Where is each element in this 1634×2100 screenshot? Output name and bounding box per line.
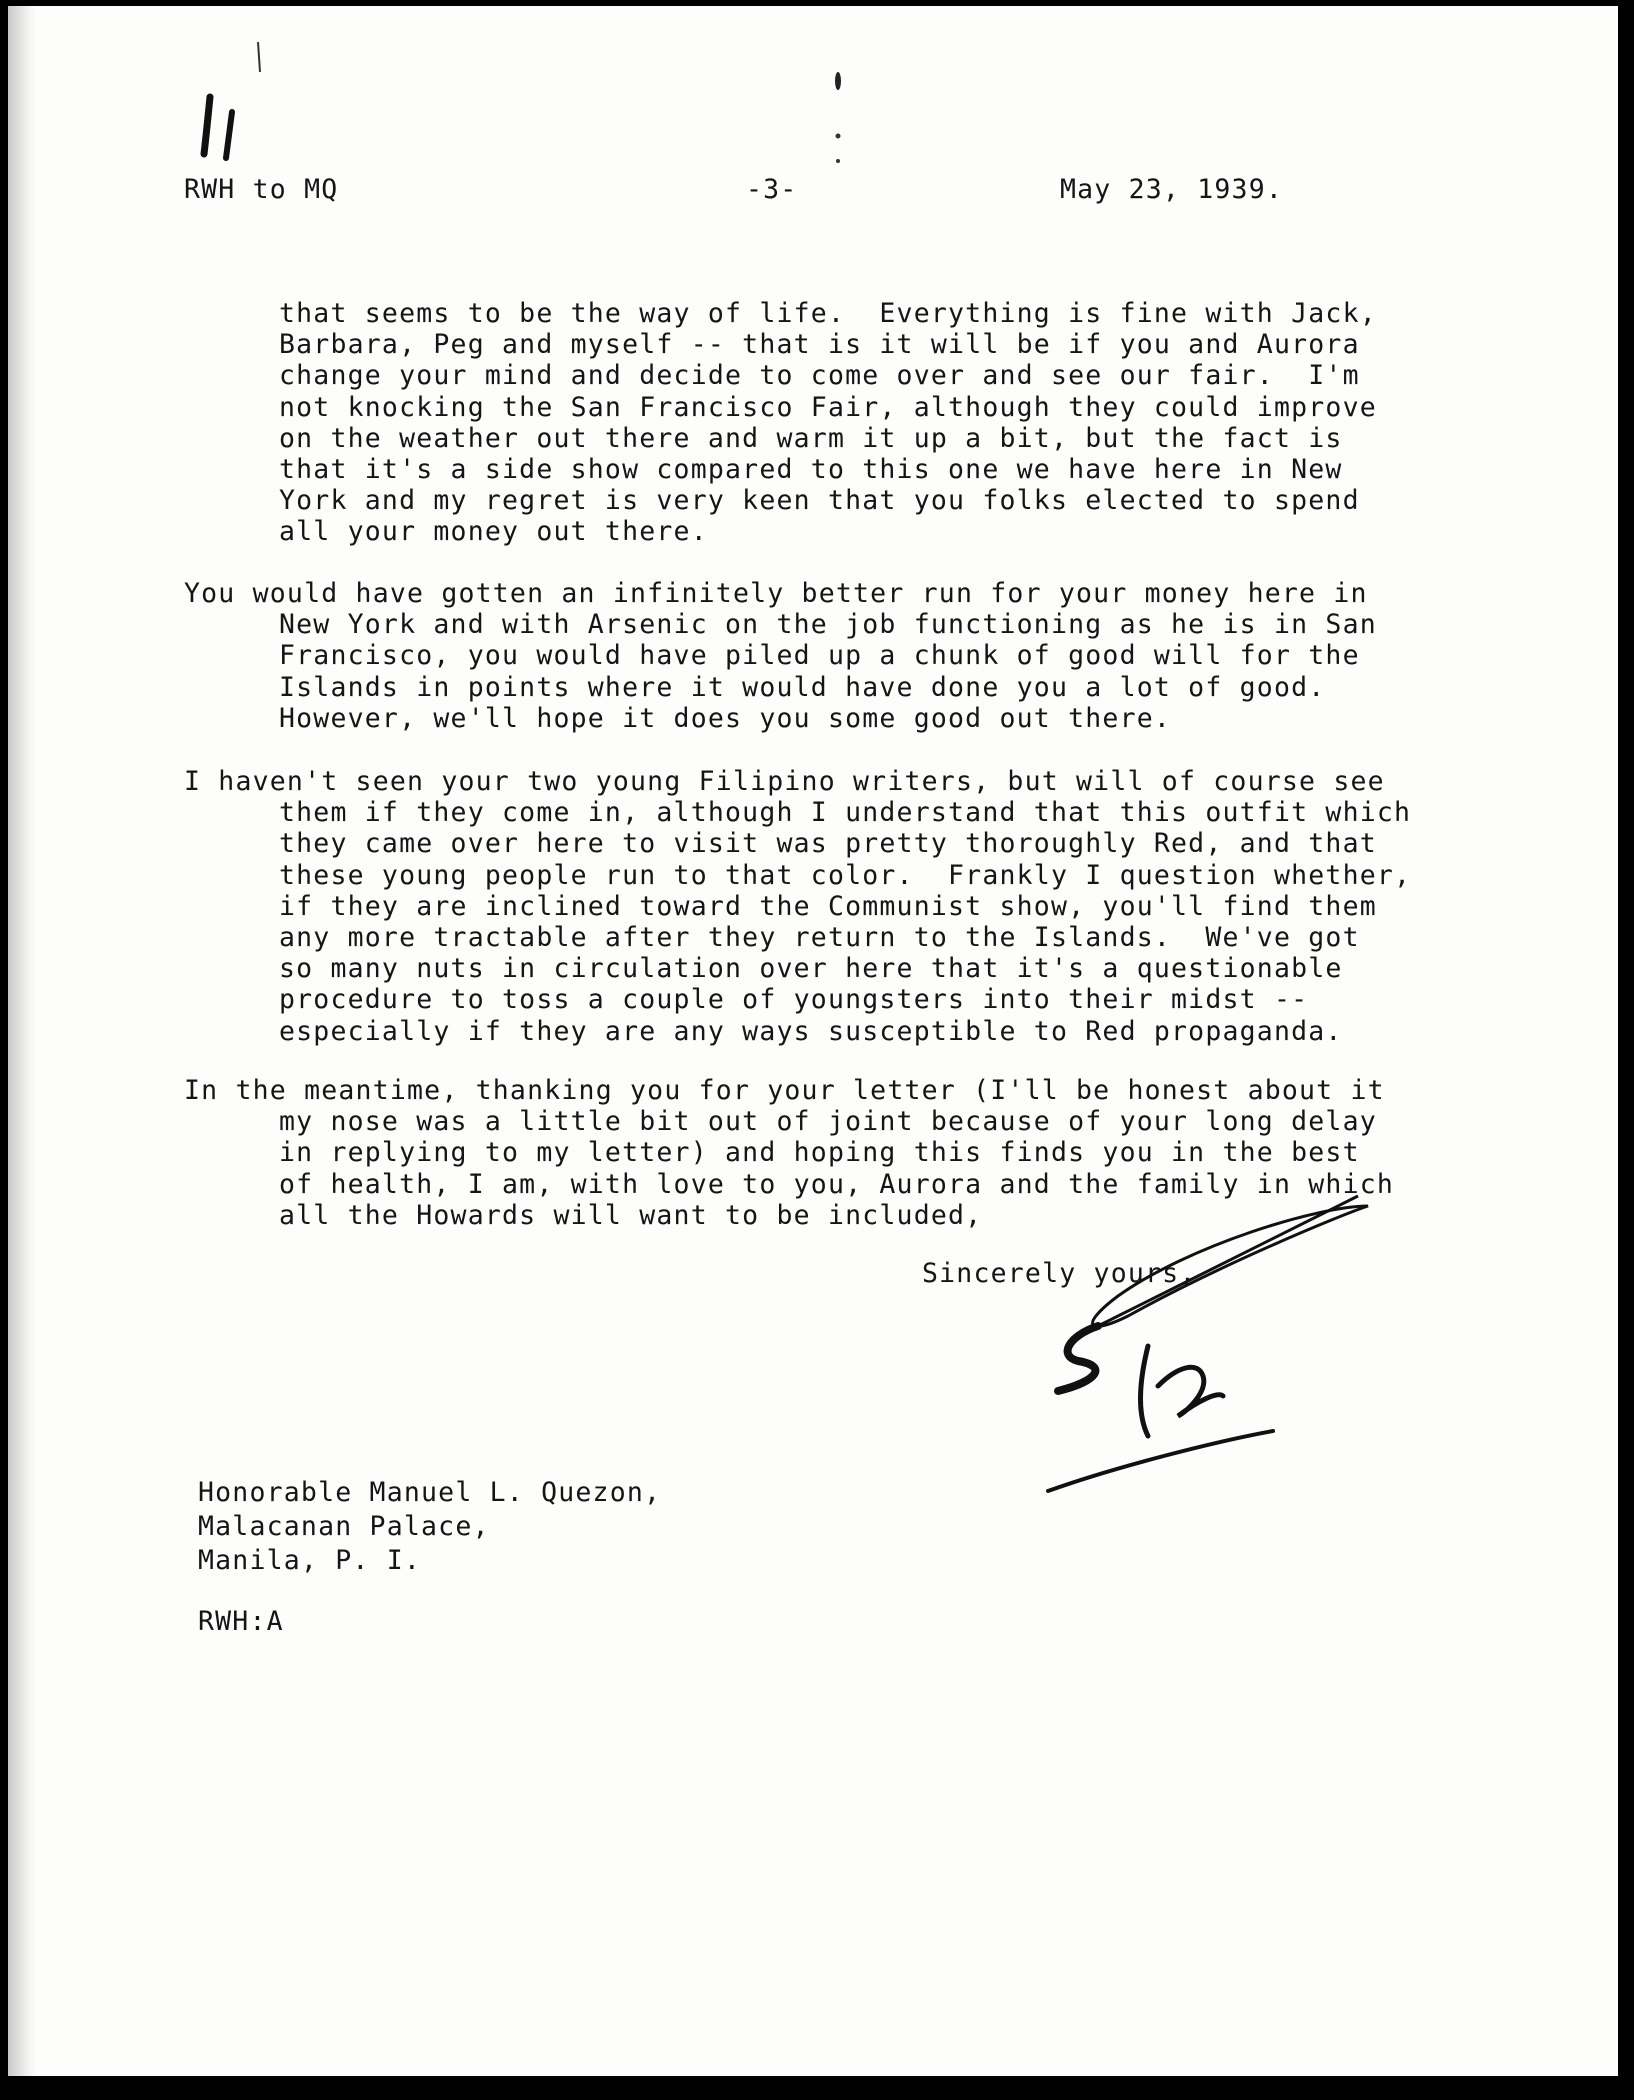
paragraph-line: In the meantime, thanking you for your letter (I'll be honest about it [184,1075,1385,1106]
paragraph-3 [184,766,1411,1047]
paragraph-line: However, we'll hope it does you some good out there. [279,702,1172,734]
paragraph-line: them if they come in, although I understand that this outfit which [279,797,1412,829]
header-reference: RWH to MQ [184,174,339,205]
paragraph-1 [279,298,1377,548]
letter-date: May 23, 1939. [1060,174,1284,205]
paragraph-line: York and my regret is very keen that you folks elected to spend [279,485,1360,517]
paragraph-2 [184,578,1377,734]
paragraph-line: especially if they are any ways susceptible to Red propaganda. [279,1015,1343,1047]
paragraph-line: all the Howards will want to be included, [279,1199,983,1231]
paragraph-line: in replying to my letter) and hoping this finds you in the best [279,1137,1360,1169]
paragraph-line: that seems to be the way of life. Everything is fine with Jack, [279,298,1377,329]
paragraph-line: that it's a side show compared to this one we have here in New [279,454,1343,486]
paragraph-line: on the weather out there and warm it up a bit, but the fact is [279,422,1343,454]
paragraph-line: of health, I am, with love to you, Aurora and the family in which [279,1168,1395,1200]
paragraph-line: New York and with Arsenic on the job functioning as he is in San [279,609,1377,641]
paragraph-line: not knocking the San Francisco Fair, although they could improve [279,391,1377,423]
paragraph-line: any more tractable after they return to the Islands. We've got [279,922,1360,954]
paragraph-line: I haven't seen your two young Filipino writers, but will of course see [184,766,1385,797]
paragraph-line: change your mind and decide to come over and see our fair. I'm [279,360,1360,392]
letter-page [8,6,1618,2076]
paragraph-line: procedure to toss a couple of youngsters into their midst -- [279,984,1309,1016]
paragraph-line: Francisco, you would have piled up a chunk of good will for the [279,640,1360,672]
recipient-address-line: Malacanan Palace, [198,1511,490,1542]
paragraph-line: Barbara, Peg and myself -- that is it will be if you and Aurora [279,329,1360,361]
paragraph-line: Islands in points where it would have done you a lot of good. [279,671,1326,703]
closing-salutation: Sincerely yours, [922,1258,1197,1289]
paragraph-line: so many nuts in circulation over here that it's a questionable [279,953,1343,985]
page-number: -3- [746,174,798,205]
paragraph-line: all your money out there. [279,516,708,548]
paragraph-line: if they are inclined toward the Communist show, you'll find them [279,890,1377,922]
recipient-address-line: Manila, P. I. [198,1545,422,1576]
typist-initials: RWH:A [198,1606,284,1637]
letter-document [8,6,1618,2076]
recipient-name: Honorable Manuel L. Quezon, [198,1477,662,1508]
handwritten-signature [1038,1186,1398,1506]
paragraph-line: my nose was a little bit out of joint because of your long delay [279,1106,1377,1138]
paragraph-line: they came over here to visit was pretty thoroughly Red, and that [279,828,1377,860]
paragraph-line: these young people run to that color. Frankly I question whether, [279,859,1412,891]
recipient-address [198,1476,661,1578]
paragraph-line: You would have gotten an infinitely better run for your money here in [184,578,1368,609]
